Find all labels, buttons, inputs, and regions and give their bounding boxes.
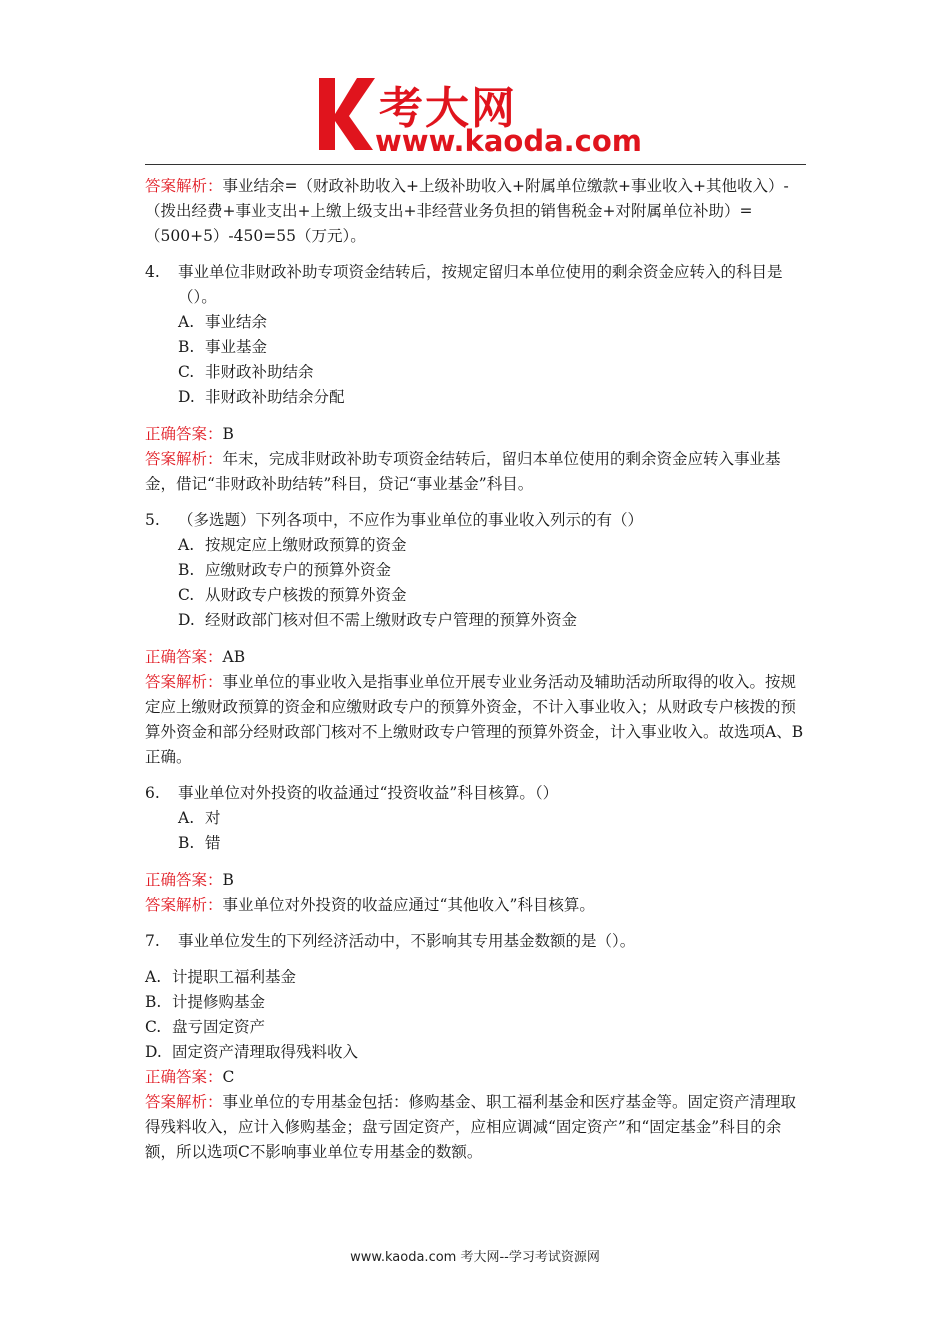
answer-value: B: [222, 425, 234, 443]
answer-label: 正确答案：: [145, 648, 223, 666]
option-letter: B.: [178, 834, 195, 852]
option-b: [178, 831, 807, 856]
analysis-text: 年末，完成非财政补助专项资金结转后，留归本单位使用的剩余资金应转入事业基金，借记“非财政补助结转”科目，贷记“事业基金”科目。: [145, 450, 781, 493]
option-letter: D.: [178, 388, 195, 406]
option-c: [178, 360, 807, 385]
page-header: [145, 70, 806, 168]
kaoda-logo-k-icon: [315, 74, 377, 152]
question-number: 6.: [145, 784, 160, 802]
analysis-label: 答案解析：: [145, 177, 223, 195]
option-letter: B.: [145, 993, 162, 1011]
answer-value: C: [222, 1068, 235, 1086]
option-letter: A.: [178, 536, 195, 554]
analysis-text: 事业单位对外投资的收益应通过“其他收入”科目核算。: [222, 896, 595, 914]
option-text: 按规定应上缴财政预算的资金: [205, 536, 407, 554]
question-4: [145, 260, 807, 310]
intro-analysis: [145, 174, 807, 249]
question-text: （多选题）下列各项中，不应作为事业单位的事业收入列示的有（）: [178, 511, 644, 529]
option-letter: C.: [145, 1018, 162, 1036]
option-letter: B.: [178, 338, 195, 356]
logo-title: 考大网: [379, 83, 517, 134]
option-a: [178, 310, 807, 335]
question-number: 7.: [145, 932, 160, 950]
analysis-label: 答案解析：: [145, 1093, 223, 1111]
option-text: 经财政部门核对但不需上缴财政专户管理的预算外资金: [205, 611, 578, 629]
question-number: 4.: [145, 263, 160, 281]
correct-answer-4: [145, 422, 807, 447]
question-text: 事业单位对外投资的收益通过“投资收益”科目核算。（）: [178, 784, 559, 802]
options-7: [145, 965, 807, 1065]
correct-answer-7: [145, 1065, 807, 1090]
option-letter: D.: [178, 611, 195, 629]
option-a: [145, 965, 807, 990]
option-text: 计提修购基金: [172, 993, 266, 1011]
option-letter: B.: [178, 561, 195, 579]
option-a: [178, 533, 807, 558]
option-text: 错: [205, 834, 221, 852]
option-letter: C.: [178, 363, 195, 381]
question-6: [145, 781, 807, 806]
correct-answer-6: [145, 868, 807, 893]
option-b: [178, 558, 807, 583]
logo-url: www.kaoda.com: [375, 124, 642, 158]
answer-label: 正确答案：: [145, 425, 223, 443]
answer-value: AB: [222, 648, 246, 666]
analysis-label: 答案解析：: [145, 673, 223, 691]
option-letter: A.: [178, 313, 195, 331]
option-letter: D.: [145, 1043, 162, 1061]
option-d: [178, 385, 807, 410]
analysis-text: 事业单位的专用基金包括：修购基金、职工福利基金和医疗基金等。固定资产清理取得残料收入，应计入修购基金；盘亏固定资产，应相应调减“固定资产”和“固定基金”科目的余额，所以选项C不影响事业单位专用基金的数额。: [145, 1093, 797, 1161]
option-text: 非财政补助结余分配: [205, 388, 345, 406]
answer-label: 正确答案：: [145, 1068, 223, 1086]
question-number: 5.: [145, 511, 160, 529]
analysis-text: 事业结余=（财政补助收入+上级补助收入+附属单位缴款+事业收入+其他收入）-（拨出经费+事业支出+上缴上级支出+非经营业务负担的销售税金+对附属单位补助）=（500+5）-450=55（万元）。: [145, 177, 789, 245]
option-text: 对: [205, 809, 221, 827]
option-text: 盘亏固定资产: [172, 1018, 266, 1036]
options-6: [178, 806, 807, 856]
option-b: [178, 335, 807, 360]
analysis-label: 答案解析：: [145, 896, 223, 914]
option-c: [178, 583, 807, 608]
option-a: [178, 806, 807, 831]
analysis-4: [145, 447, 807, 497]
header-divider: [145, 164, 806, 165]
question-text: 事业单位非财政补助专项资金结转后，按规定留归本单位使用的剩余资金应转入的科目是（）。: [178, 263, 783, 306]
page-footer: www.kaoda.com 考大网--学习考试资源网: [350, 1250, 600, 1265]
option-d: [145, 1040, 807, 1065]
option-text: 非财政补助结余: [205, 363, 314, 381]
question-text: 事业单位发生的下列经济活动中，不影响其专用基金数额的是（）。: [178, 932, 636, 950]
option-letter: A.: [178, 809, 195, 827]
analysis-text: 事业单位的事业收入是指事业单位开展专业业务活动及辅助活动所取得的收入。按规定应上缴财政预算的资金和应缴财政专户的预算外资金，不计入事业收入；从财政专户核拨的预算外资金和部分经财政部门核对不上缴财政专户管理的预算外资金，计入事业收入。故选项A、B正确。: [145, 673, 804, 766]
document-body: [145, 174, 807, 1165]
option-letter: C.: [178, 586, 195, 604]
analysis-label: 答案解析：: [145, 450, 223, 468]
options-5: [178, 533, 807, 633]
correct-answer-5: [145, 645, 807, 670]
question-5: [145, 508, 807, 533]
analysis-6: [145, 893, 807, 918]
option-b: [145, 990, 807, 1015]
option-d: [178, 608, 807, 633]
answer-label: 正确答案：: [145, 871, 223, 889]
option-c: [145, 1015, 807, 1040]
analysis-5: [145, 670, 807, 770]
analysis-7: [145, 1090, 807, 1165]
option-text: 应缴财政专户的预算外资金: [205, 561, 392, 579]
option-text: 计提职工福利基金: [172, 968, 297, 986]
answer-value: B: [222, 871, 234, 889]
options-4: [178, 310, 807, 410]
option-text: 事业结余: [205, 313, 268, 331]
question-7: [145, 929, 807, 954]
option-text: 从财政专户核拨的预算外资金: [205, 586, 407, 604]
option-letter: A.: [145, 968, 162, 986]
option-text: 事业基金: [205, 338, 268, 356]
option-text: 固定资产清理取得残料收入: [172, 1043, 359, 1061]
